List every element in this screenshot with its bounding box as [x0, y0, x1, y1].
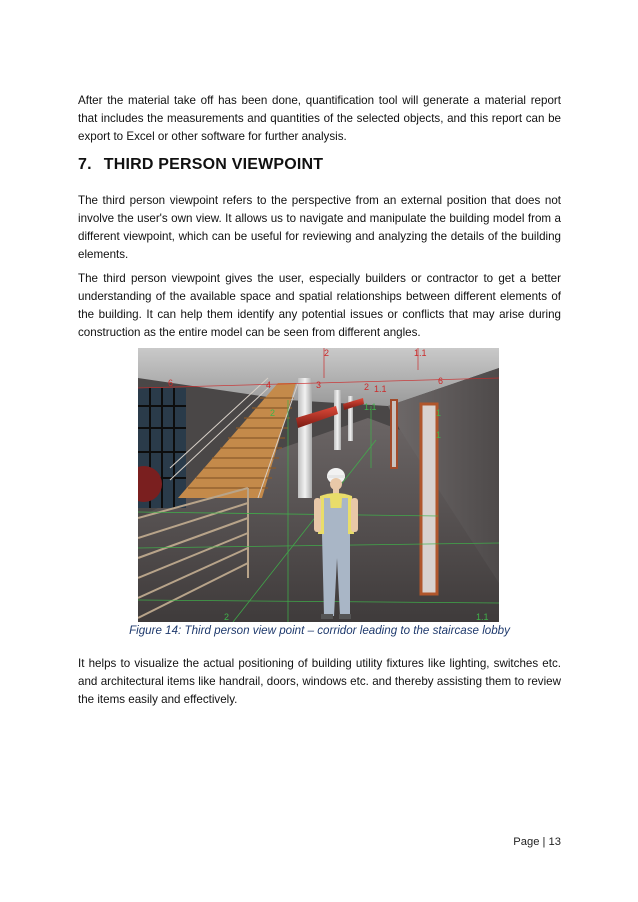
section-heading — [78, 156, 323, 174]
grid-label: 6 — [438, 376, 444, 386]
grid-label: 2 — [270, 408, 276, 418]
grid-label: 2 — [324, 348, 330, 358]
figure-third-person-view — [138, 348, 499, 622]
grid-label: 1.1 — [414, 348, 427, 358]
section-title: THIRD PERSON VIEWPOINT — [103, 156, 324, 173]
grid-label: 1.1 — [364, 402, 377, 412]
grid-label: 1.1 — [374, 384, 387, 394]
grid-label: 4 — [266, 380, 272, 390]
round-column — [334, 390, 341, 450]
grid-label: 2 — [224, 612, 230, 622]
grid-label: 1 — [436, 430, 442, 440]
grid-label: 1.1 — [476, 612, 489, 622]
paragraph-definition: The third person viewpoint refers to the perspective from an external position that does not involve the user's own view. It allows us to navigate and manipulate the building model from a different viewpoint, which can be useful for reviewing and analyzing the details of the building elements. — [78, 194, 561, 261]
corridor-render — [138, 348, 499, 622]
wall-pilaster — [421, 404, 437, 594]
grid-label: 2 — [364, 382, 370, 392]
section-number: 7. — [78, 156, 92, 173]
grid-label: 1 — [436, 408, 442, 418]
grid-label: 6 — [168, 378, 174, 388]
paragraph-material-report: After the material take off has been done, quantification tool will generate a material report that includes the measurements and quantities of the selected objects, and this report can be export to Excel or other software for further analysis. — [78, 94, 561, 143]
wall-pilaster — [391, 400, 397, 468]
paragraph-closing: It helps to visualize the actual positioning of building utility fixtures like lighting, switches etc. and architectural items like handrail, doors, windows etc. and thereby assisting them to review the items easily and effectively. — [78, 657, 561, 706]
grid-label: 3 — [316, 380, 322, 390]
round-column — [298, 378, 312, 498]
paragraph-benefits: The third person viewpoint gives the user, especially builders or contractor to get a better understanding of the available space and spatial relationships between different elements of the building. It can help them identify any potential issues or conflicts that may arise during construction as the entire model can be seen from different angles. — [78, 272, 561, 339]
page-number: Page | 13 — [513, 836, 561, 848]
figure-caption: Figure 14: Third person view point – corridor leading to the staircase lobby — [129, 624, 510, 637]
